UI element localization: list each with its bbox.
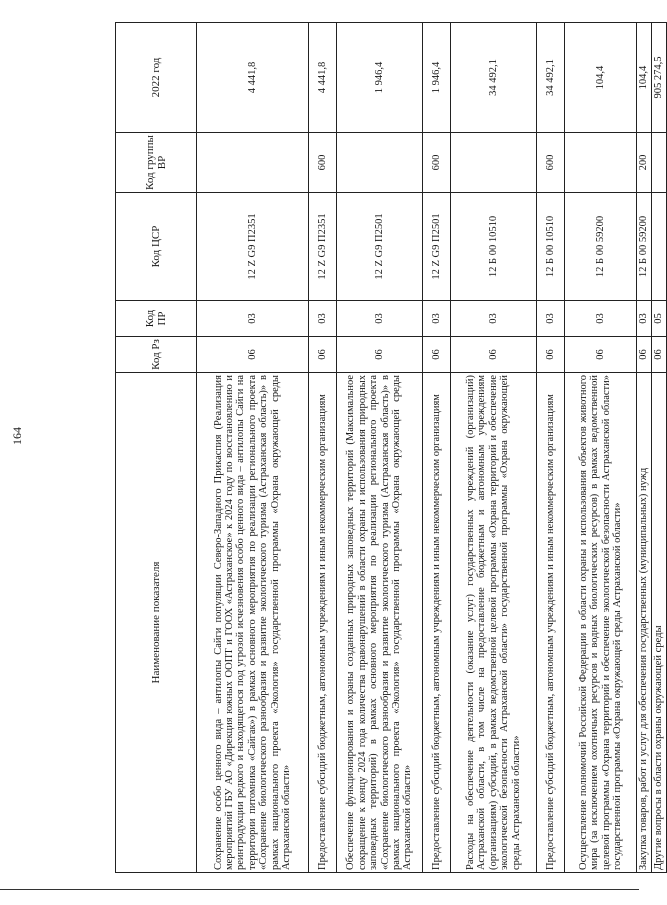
- row-name: Другие вопросы в области охраны окружающей среды: [652, 373, 667, 873]
- row-name: Предоставление субсидий бюджетным, автономным учреждениям и иным некоммерческим организациям: [537, 373, 565, 873]
- row-name: Расходы на обеспечение деятельности (оказание услуг) государственных учреждений (организаций) Астраханской области, в том числе на предоставление бюджетным и автономным учреждениям (организациям) субсидий, в рамках ведомственной целевой программы «Охрана территорий и обеспечение экологической безопасности Астраханской области» государственной программы «Охрана окружающей среды Астраханской области»: [451, 373, 537, 873]
- row-vr: [451, 133, 537, 193]
- row-rz: 06: [565, 337, 637, 373]
- row-name: Сохранение особо ценного вида – антилопы Сайги популяции Северо-Западного Прикаспия (Реализация мероприятий ГБУ АО «Дирекция южных ООПТ и ГООХ «Астраханское» к 2024 году по восстановлению и реинтродукции редкого и находящегося под угрозой исчезновения особо ценного вида – антилопы Сайги на территории питомника «Сайгак») в рамках основного мероприятия по реализации регионального проекта «Сохранение биологического разнообразия и развитие экологического туризма (Астраханская область)» в рамках национального проекта «Экология» государственной программы «Охрана окружающей среды Астраханской области»: [197, 373, 309, 873]
- row-sum: 34 492,1: [537, 23, 565, 133]
- row-sum: 1 946,4: [423, 23, 451, 133]
- row-vr: 600: [309, 133, 337, 193]
- row-pr: 05: [652, 301, 667, 337]
- row-csr: 12 Z G9 П2351: [309, 193, 337, 301]
- row-sum: 905 274,5: [652, 23, 667, 133]
- footer-rule: [0, 889, 639, 890]
- header-name: Наименование показателя: [116, 373, 197, 873]
- row-vr: 600: [537, 133, 565, 193]
- row-vr: [565, 133, 637, 193]
- row-sum: 34 492,1: [451, 23, 537, 133]
- row-pr: 03: [565, 301, 637, 337]
- budget-table-container: [115, 23, 665, 873]
- row-rz: 06: [423, 337, 451, 373]
- budget-table: [115, 22, 667, 873]
- row-pr: 03: [197, 301, 309, 337]
- row-vr: 600: [423, 133, 451, 193]
- row-csr: 12 Z G9 П2501: [337, 193, 423, 301]
- header-csr: Код ЦСР: [116, 193, 197, 301]
- table-row: [197, 23, 309, 873]
- row-name: Закупка товаров, работ и услуг для обеспечения государственных (муниципальных) нужд: [637, 373, 652, 873]
- row-csr: 12 Б 00 10510: [451, 193, 537, 301]
- table-row: [309, 23, 337, 873]
- row-csr: 12 Z G9 П2351: [197, 193, 309, 301]
- row-csr: 12 Б 00 59200: [637, 193, 652, 301]
- row-pr: 03: [451, 301, 537, 337]
- row-sum: 4 441,8: [197, 23, 309, 133]
- row-rz: 06: [309, 337, 337, 373]
- row-pr: 03: [537, 301, 565, 337]
- row-rz: 06: [337, 337, 423, 373]
- header-year: 2022 год: [116, 23, 197, 133]
- row-csr: 12 Б 00 10510: [537, 193, 565, 301]
- header-pr: Код ПР: [116, 301, 197, 337]
- table-row: [565, 23, 637, 873]
- row-rz: 06: [537, 337, 565, 373]
- page-number: 164: [10, 427, 24, 445]
- row-vr: [197, 133, 309, 193]
- row-pr: 03: [309, 301, 337, 337]
- row-sum: 104,4: [637, 23, 652, 133]
- row-vr: 200: [637, 133, 652, 193]
- table-row: [652, 23, 667, 873]
- row-vr: [652, 133, 667, 193]
- row-name: Предоставление субсидий бюджетным, автономным учреждениям и иным некоммерческим организациям: [309, 373, 337, 873]
- table-row: [537, 23, 565, 873]
- row-rz: 06: [197, 337, 309, 373]
- table-row: [423, 23, 451, 873]
- row-csr: [652, 193, 667, 301]
- row-pr: 03: [423, 301, 451, 337]
- row-sum: 104,4: [565, 23, 637, 133]
- header-vr: Код группы ВР: [116, 133, 197, 193]
- header-rz: Код Рз: [116, 337, 197, 373]
- row-pr: 03: [337, 301, 423, 337]
- row-csr: 12 Z G9 П2501: [423, 193, 451, 301]
- row-rz: 06: [652, 337, 667, 373]
- table-row: [337, 23, 423, 873]
- row-sum: 1 946,4: [337, 23, 423, 133]
- table-row: [637, 23, 652, 873]
- table-header-row: [116, 23, 197, 873]
- row-vr: [337, 133, 423, 193]
- row-name: Осуществление полномочий Российской Федерации в области охраны и использования объектов животного мира (за исключением охотничьих ресурсов и водных биологических ресурсов) в рамках ведомственной целевой программы «Охрана территорий и обеспечение экологической безопасности Астраханской области» государственной программы «Охрана окружающей среды Астраханской области»: [565, 373, 637, 873]
- row-rz: 06: [637, 337, 652, 373]
- table-row: [451, 23, 537, 873]
- row-name: Обеспечение функционирования и охраны созданных природных заповедных территорий (Максимальное сокращение к концу 2024 года количества правонарушений в области охраны и использования природных заповедных территорий) в рамках основного мероприятия по реализации регионального проекта «Сохранение биологического разнообразия и развитие экологического туризма (Астраханская область)» в рамках национального проекта «Экология» государственной программы «Охрана окружающей среды Астраханской области»: [337, 373, 423, 873]
- row-name: Предоставление субсидий бюджетным, автономным учреждениям и иным некоммерческим организациям: [423, 373, 451, 873]
- row-csr: 12 Б 00 59200: [565, 193, 637, 301]
- row-pr: 03: [637, 301, 652, 337]
- row-sum: 4 441,8: [309, 23, 337, 133]
- row-rz: 06: [451, 337, 537, 373]
